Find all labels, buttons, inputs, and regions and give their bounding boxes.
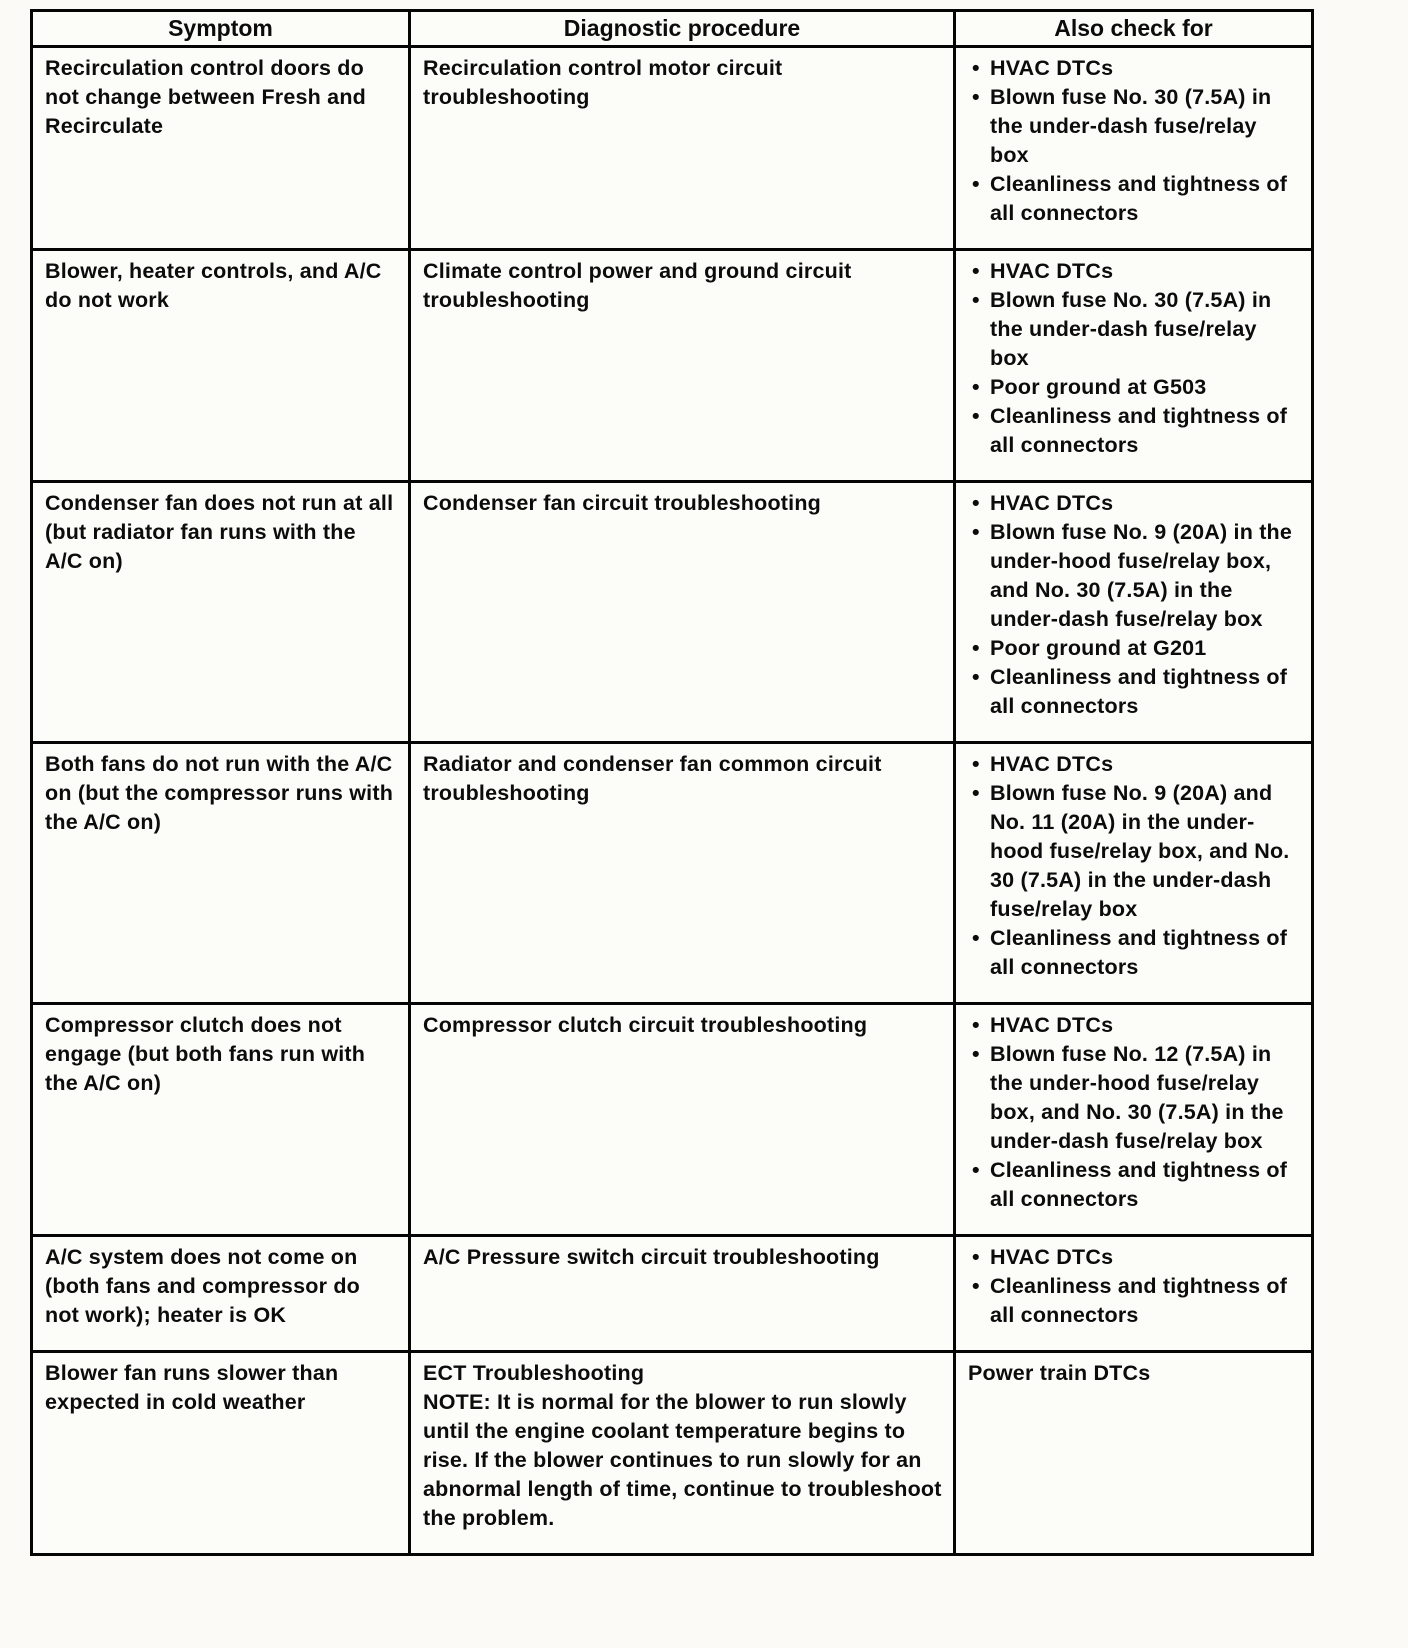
also-check-item: • Blown fuse No. 9 (20A) and No. 11 (20A) in the under-hood fuse/relay box, and No. 30 (7.5A) in the under-dash fuse/relay box <box>968 779 1301 924</box>
also-check-list <box>968 750 1301 982</box>
symptom-cell: Blower fan runs slower than expected in cold weather <box>32 1352 410 1555</box>
also-check-cell <box>955 47 1313 250</box>
table-body <box>32 47 1313 1555</box>
also-check-text: Power train DTCs <box>968 1361 1151 1385</box>
also-check-item: • Cleanliness and tightness of all connectors <box>968 402 1301 460</box>
also-check-cell <box>955 743 1313 1004</box>
procedure-cell <box>410 1352 955 1555</box>
also-check-item: • HVAC DTCs <box>968 489 1301 518</box>
procedure-paragraph: Recirculation control motor circuit troubleshooting <box>423 56 783 109</box>
also-check-item: • Blown fuse No. 12 (7.5A) in the under-hood fuse/relay box, and No. 30 (7.5A) in the under-dash fuse/relay box <box>968 1040 1301 1156</box>
header-diagnostic-procedure: Diagnostic procedure <box>410 11 955 47</box>
also-check-cell <box>955 482 1313 743</box>
also-check-item: • Cleanliness and tightness of all connectors <box>968 170 1301 228</box>
procedure-paragraph: ECT Troubleshooting <box>423 1361 645 1385</box>
header-also-check-for: Also check for <box>955 11 1313 47</box>
procedure-cell <box>410 250 955 482</box>
also-check-list <box>968 489 1301 721</box>
symptom-cell: Condenser fan does not run at all (but radiator fan runs with the A/C on) <box>32 482 410 743</box>
table-row <box>32 743 1313 1004</box>
also-check-item: • HVAC DTCs <box>968 1243 1301 1272</box>
table-row <box>32 47 1313 250</box>
also-check-list <box>968 54 1301 228</box>
also-check-item: • HVAC DTCs <box>968 750 1301 779</box>
procedure-paragraph: Compressor clutch circuit troubleshooting <box>423 1013 868 1037</box>
symptom-cell: Recirculation control doors do not change between Fresh and Recirculate <box>32 47 410 250</box>
procedure-cell <box>410 1004 955 1236</box>
symptom-troubleshooting-table <box>30 9 1314 1556</box>
procedure-paragraph: NOTE: It is normal for the blower to run slowly until the engine coolant temperature begins to rise. If the blower continues to run slowly for an abnormal length of time, continue to troubleshoot the problem. <box>423 1390 942 1530</box>
table-row <box>32 482 1313 743</box>
also-check-list <box>968 1243 1301 1330</box>
procedure-cell <box>410 47 955 250</box>
table-row <box>32 1004 1313 1236</box>
also-check-item: • Cleanliness and tightness of all connectors <box>968 1156 1301 1214</box>
also-check-item: • Poor ground at G201 <box>968 634 1301 663</box>
procedure-paragraph: Radiator and condenser fan common circuit troubleshooting <box>423 752 882 805</box>
also-check-item: • HVAC DTCs <box>968 54 1301 83</box>
also-check-item: • Cleanliness and tightness of all connectors <box>968 663 1301 721</box>
procedure-paragraph: Condenser fan circuit troubleshooting <box>423 491 822 515</box>
also-check-item: • Blown fuse No. 30 (7.5A) in the under-dash fuse/relay box <box>968 83 1301 170</box>
procedure-cell <box>410 1236 955 1352</box>
also-check-cell <box>955 1004 1313 1236</box>
procedure-paragraph: A/C Pressure switch circuit troubleshooting <box>423 1245 880 1269</box>
header-row <box>32 11 1313 47</box>
table-header <box>32 11 1313 47</box>
symptom-cell: Compressor clutch does not engage (but both fans run with the A/C on) <box>32 1004 410 1236</box>
also-check-item: • Cleanliness and tightness of all connectors <box>968 1272 1301 1330</box>
also-check-item: • Blown fuse No. 30 (7.5A) in the under-dash fuse/relay box <box>968 286 1301 373</box>
also-check-cell <box>955 1352 1313 1555</box>
procedure-paragraph: Climate control power and ground circuit troubleshooting <box>423 259 852 312</box>
symptom-cell: Blower, heater controls, and A/C do not work <box>32 250 410 482</box>
also-check-list <box>968 1011 1301 1214</box>
also-check-item: • Poor ground at G503 <box>968 373 1301 402</box>
also-check-list <box>968 257 1301 460</box>
also-check-item: • HVAC DTCs <box>968 257 1301 286</box>
symptom-cell: Both fans do not run with the A/C on (but the compressor runs with the A/C on) <box>32 743 410 1004</box>
symptom-cell: A/C system does not come on (both fans and compressor do not work); heater is OK <box>32 1236 410 1352</box>
also-check-cell <box>955 250 1313 482</box>
also-check-item: • HVAC DTCs <box>968 1011 1301 1040</box>
table-row <box>32 1236 1313 1352</box>
header-symptom: Symptom <box>32 11 410 47</box>
table-row <box>32 250 1313 482</box>
table-row <box>32 1352 1313 1555</box>
also-check-item: • Blown fuse No. 9 (20A) in the under-hood fuse/relay box, and No. 30 (7.5A) in the under-dash fuse/relay box <box>968 518 1301 634</box>
procedure-cell <box>410 743 955 1004</box>
procedure-cell <box>410 482 955 743</box>
also-check-cell <box>955 1236 1313 1352</box>
also-check-item: • Cleanliness and tightness of all connectors <box>968 924 1301 982</box>
